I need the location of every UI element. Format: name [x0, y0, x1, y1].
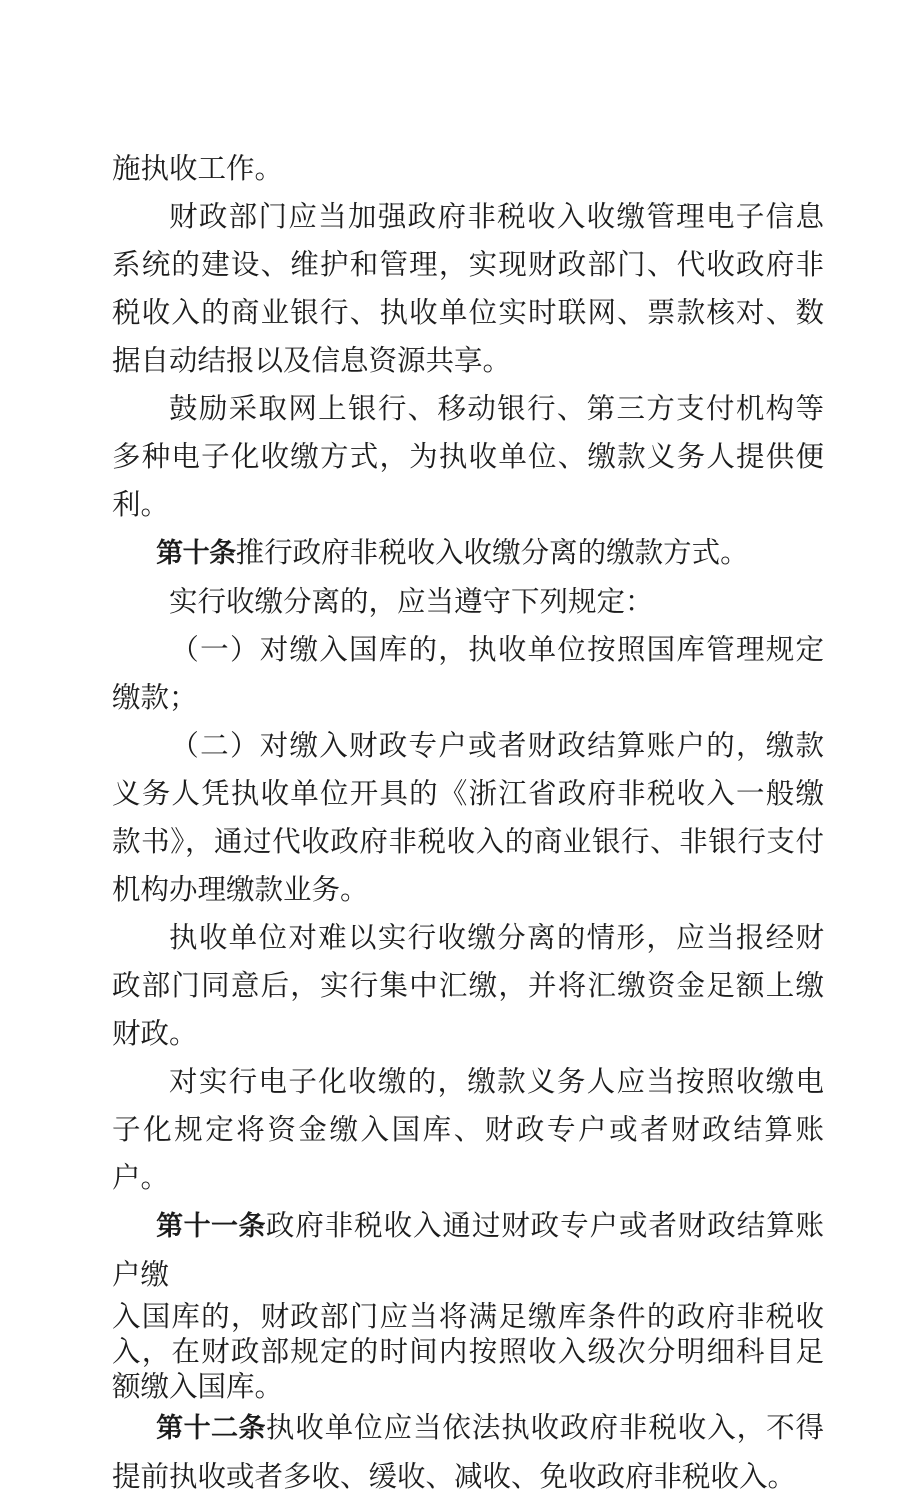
article-12-text: 执收单位应当依法执收政府非税收入，不得提前执收或者多收、缓收、减收、免收政府非税收入。: [112, 1411, 824, 1493]
paragraph-article-12: [112, 1404, 824, 1501]
paragraph-article-10: [112, 529, 824, 578]
article-11-text: 入国库的，财政部门应当将满足缴库条件的政府非税收入，在财政部规定的时间内按照收入级次分明细科目足额缴入国库。: [112, 1300, 824, 1403]
article-11-lead-line: [112, 1202, 824, 1299]
paragraph-centralized-remittance: 执收单位对难以实行收缴分离的情形，应当报经财政部门同意后，实行集中汇缴，并将汇缴资金足额上缴财政。: [112, 921, 824, 1050]
paragraph-encourage-online-banking: 鼓励采取网上银行、移动银行、第三方支付机构等多种电子化收缴方式，为执收单位、缴款义务人提供便利。: [112, 392, 824, 521]
article-11-lead-text: 政府非税收入通过财政专户或者财政结算账户缴: [112, 1209, 824, 1291]
paragraph-finance-department-system: 财政部门应当加强政府非税收入收缴管理电子信息系统的建设、维护和管理，实现财政部门、代收政府非税收入的商业银行、执收单位实时联网、票款核对、数据自动结报以及信息资源共享。: [112, 200, 824, 377]
paragraph-item-one: （一）对缴入国库的，执收单位按照国库管理规定缴款；: [112, 633, 824, 714]
paragraph-article-11: [112, 1202, 824, 1404]
paragraph-item-two: （二）对缴入财政专户或者财政结算账户的，缴款义务人凭执收单位开具的《浙江省政府非税收入一般缴款书》，通过代收政府非税收入的商业银行、非银行支付机构办理缴款业务。: [112, 729, 824, 906]
paragraph-electronic-collection: 对实行电子化收缴的，缴款义务人应当按照收缴电子化规定将资金缴入国库、财政专户或者财政结算账户。: [112, 1065, 824, 1194]
article-marker-11: 第十一条: [156, 1211, 266, 1242]
article-marker-10: 第十条: [156, 538, 236, 569]
article-10-text: 推行政府非税收入收缴分离的缴款方式。: [235, 536, 749, 569]
article-marker-12: 第十二条: [156, 1413, 266, 1444]
paragraph-separation-rules-intro: 实行收缴分离的，应当遵守下列规定：: [169, 585, 654, 618]
document-body: [112, 145, 824, 1501]
paragraph-continuation: 施执收工作。: [112, 152, 284, 185]
